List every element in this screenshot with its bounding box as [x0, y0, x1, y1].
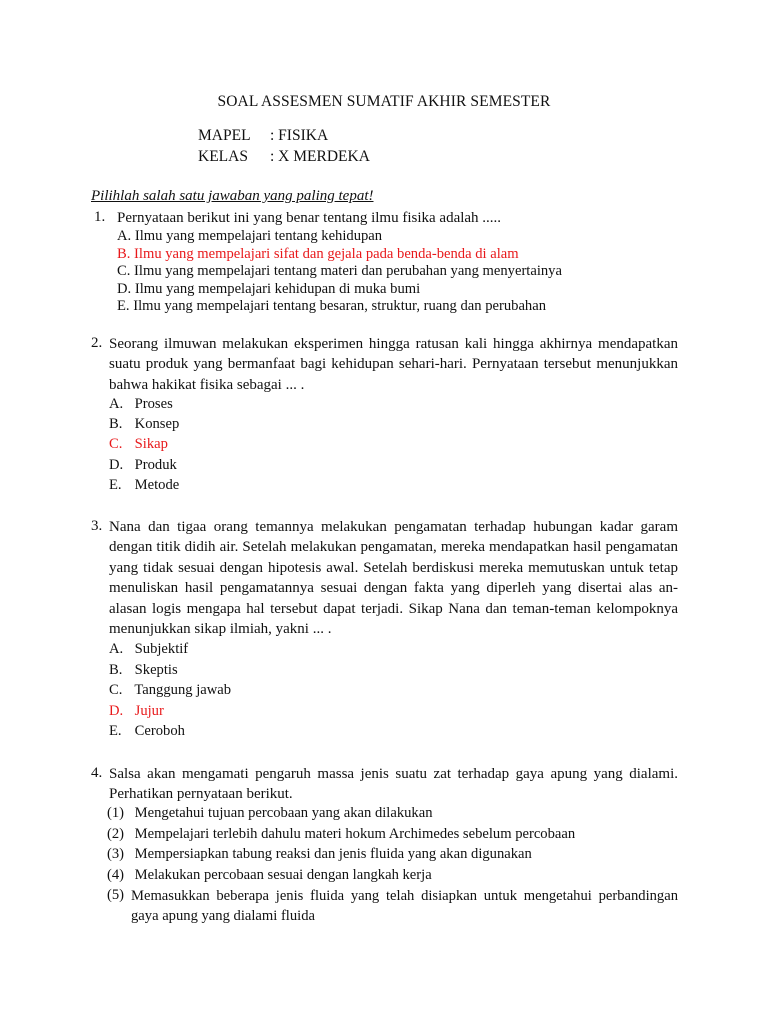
- mapel-label: MAPEL: [198, 127, 251, 144]
- option-letter: D.: [109, 457, 124, 473]
- statement-item: [107, 846, 532, 863]
- option-letter: A.: [117, 228, 132, 244]
- option-text: Ilmu yang mempelajari tentang kehidupan: [134, 228, 383, 244]
- option-e: [109, 477, 179, 494]
- option-c: [117, 263, 562, 280]
- option-letter: B.: [109, 416, 123, 432]
- page-title: SOAL ASSESMEN SUMATIF AKHIR SEMESTER: [217, 93, 551, 110]
- option-e: [117, 298, 546, 315]
- option-letter: C.: [109, 436, 123, 452]
- option-text: Produk: [134, 457, 177, 473]
- statement-item: [107, 805, 433, 822]
- option-letter: D.: [117, 281, 132, 297]
- statement-number: (3): [107, 846, 125, 862]
- option-c: [109, 682, 231, 699]
- option-b-correct: [117, 246, 519, 263]
- question-number: 1.: [94, 209, 106, 225]
- statement-item: [107, 887, 131, 904]
- option-c-correct: [109, 436, 168, 453]
- question-number: 2.: [91, 335, 103, 351]
- option-text: Ilmu yang mempelajari sifat dan gejala pada benda-benda di alam: [134, 246, 519, 262]
- question-text: Salsa akan mengamati pengaruh massa jenis suatu zat terhadap gaya apung yang dialami. Perhatikan pernyataan berikut.: [109, 766, 678, 803]
- option-text: Konsep: [134, 416, 180, 432]
- option-letter: D.: [109, 703, 124, 719]
- question-number: 3.: [91, 518, 103, 534]
- question-text: Seorang ilmuwan melakukan eksperimen hingga ratusan kali hingga akhirnya mendapatkan suatu produk yang bermanfaat bagi kehidupan sehari-hari. Pernyataan tersebut menunjukkan bahwa hakikat fisika sebagai ... .: [109, 336, 678, 393]
- option-letter: A.: [109, 396, 124, 412]
- option-text: Ceroboh: [134, 723, 185, 739]
- option-letter: E.: [109, 477, 122, 493]
- question-text: Pernyataan berikut ini yang benar tentang ilmu fisika adalah .....: [117, 210, 502, 226]
- option-a: [109, 396, 173, 413]
- statement-text: Mengetahui tujuan percobaan yang akan dilakukan: [134, 805, 433, 821]
- option-text: Proses: [134, 396, 173, 412]
- statement-text: Melakukan percobaan sesuai dengan langkah kerja: [134, 867, 432, 883]
- option-d: [117, 281, 420, 298]
- option-text: Ilmu yang mempelajari tentang besaran, struktur, ruang dan perubahan: [133, 298, 546, 314]
- mapel-value: : FISIKA: [270, 127, 329, 144]
- instruction-text: Pilihlah salah satu jawaban yang paling tepat!: [91, 188, 374, 204]
- option-text: Sikap: [134, 436, 168, 452]
- kelas-label: KELAS: [198, 148, 248, 165]
- option-d-correct: [109, 703, 164, 720]
- statement-number: (1): [107, 805, 125, 821]
- question-text: Nana dan tigaa orang temannya melakukan pengamatan terhadap hubungan kadar garam dengan titik didih air. Setelah melakukan pengamatan, mereka mendapatkan hasil pengamatan yang tidak sesuai dengan hipotesis awal. Setelah berdiskusi mereka memutuskan untuk tetap menuliskan hasil pengamatannya sesuai dengan fakta yang diperleh yang disertai alas an-alasan logis mengapa hal tersebut dapat terjadi. Sikap Nana dan teman-teman kelompoknya menunjukkan sikap ilmiah, yakni ... .: [109, 519, 678, 638]
- option-letter: B.: [109, 662, 123, 678]
- statement-number: (2): [107, 826, 125, 842]
- statement-text: Memasukkan beberapa jenis fluida yang telah disiapkan untuk mengetahui perbandingan gaya apung yang dialami fluida: [131, 888, 678, 925]
- option-letter: A.: [109, 641, 124, 657]
- option-text: Ilmu yang mempelajari tentang materi dan perubahan yang menyertainya: [134, 263, 562, 279]
- option-text: Ilmu yang mempelajari kehidupan di muka bumi: [134, 281, 421, 297]
- option-letter: C.: [109, 682, 123, 698]
- kelas-value: : X MERDEKA: [270, 148, 370, 165]
- option-letter: B.: [117, 246, 131, 262]
- statement-number: (5): [107, 887, 125, 903]
- option-a: [117, 228, 382, 245]
- statement-item: [107, 867, 432, 884]
- option-e: [109, 723, 185, 740]
- question-number: 4.: [91, 765, 103, 781]
- statement-text: Mempelajari terlebih dahulu materi hokum Archimedes sebelum percobaan: [134, 826, 576, 842]
- statement-item: [107, 826, 575, 843]
- option-b: [109, 416, 179, 433]
- option-b: [109, 662, 178, 679]
- option-text: Subjektif: [134, 641, 189, 657]
- statement-text: Mempersiapkan tabung reaksi dan jenis fluida yang akan digunakan: [134, 846, 532, 862]
- option-text: Jujur: [134, 703, 164, 719]
- statement-number: (4): [107, 867, 125, 883]
- option-letter: E.: [117, 298, 130, 314]
- option-a: [109, 641, 188, 658]
- option-text: Skeptis: [134, 662, 178, 678]
- option-letter: E.: [109, 723, 122, 739]
- option-d: [109, 457, 177, 474]
- option-letter: C.: [117, 263, 131, 279]
- option-text: Tanggung jawab: [134, 682, 232, 698]
- option-text: Metode: [134, 477, 180, 493]
